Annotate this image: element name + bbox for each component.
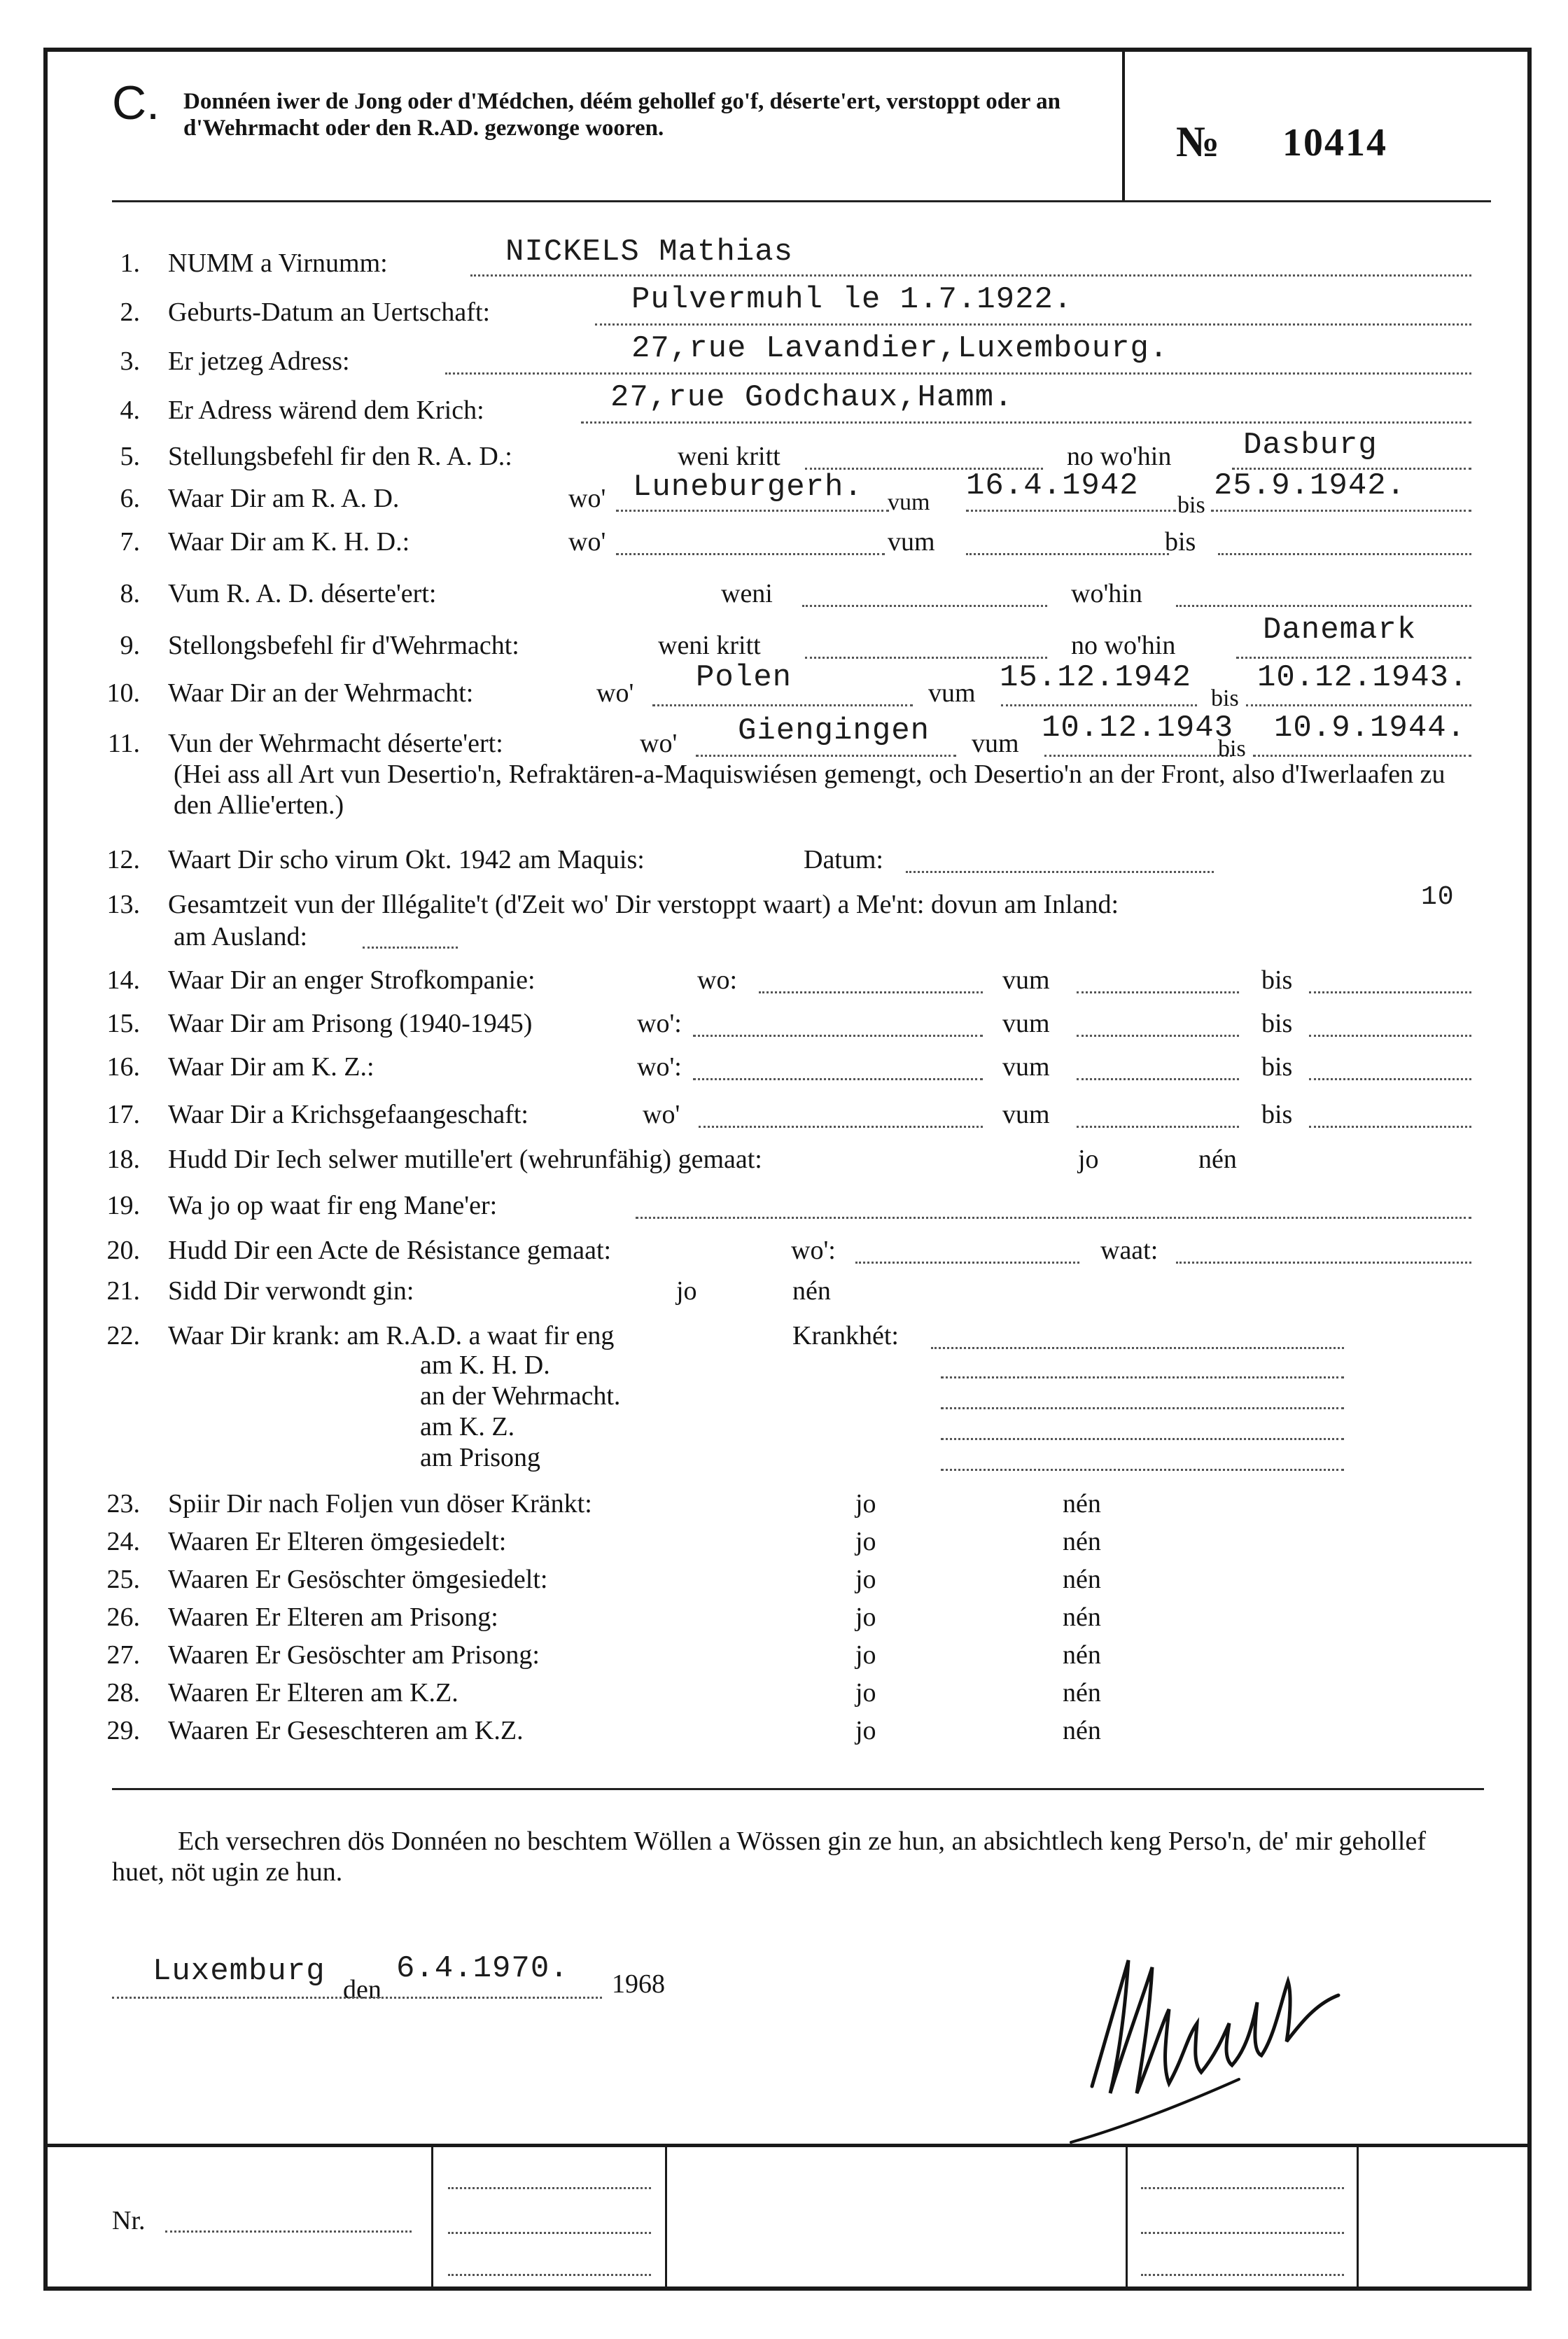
dotted-line [165, 2230, 412, 2233]
dotted-line [445, 372, 1471, 375]
section-letter: C. [112, 76, 160, 130]
value-war-address: 27,rue Godchaux,Hamm. [610, 380, 1014, 415]
row-number: 9. [120, 631, 140, 660]
number-symbol: № [1176, 118, 1220, 166]
footer-column-line [665, 2144, 667, 2291]
label-wo: wo' [568, 484, 606, 513]
dotted-line [1309, 1035, 1471, 1037]
ill-sub-khd: am K. H. D. [420, 1350, 550, 1380]
row-number: 4. [120, 396, 140, 425]
dotted-line [941, 1469, 1344, 1471]
value-rad-from: 16.4.1942 [966, 468, 1139, 503]
dotted-line [652, 704, 913, 706]
dotted-line [636, 1217, 1471, 1219]
dotted-line [1077, 1126, 1239, 1128]
value-desertion-to: 10.9.1944. [1274, 711, 1466, 746]
option-jo: jo [676, 1276, 697, 1306]
label-bis: bis [1261, 965, 1293, 995]
dotted-line [696, 755, 956, 757]
field-label-wehrmacht: Waar Dir an der Wehrmacht: [168, 678, 474, 708]
label-wo: wo': [637, 1052, 682, 1082]
dotted-line [941, 1407, 1344, 1409]
row-number: 28. [106, 1678, 140, 1708]
row-number: 22. [106, 1321, 140, 1350]
dotted-line [112, 1997, 602, 1999]
label-bis: bis [1261, 1100, 1293, 1129]
row-number: 1. [120, 249, 140, 278]
label-wo: wo' [640, 729, 678, 758]
dotted-line [1253, 755, 1471, 757]
label-wo: wo' [568, 527, 606, 557]
header-rule [112, 200, 1491, 202]
dotted-line [1211, 510, 1471, 512]
label-wo: wo' [596, 678, 634, 708]
label-weni: weni kritt [658, 631, 761, 660]
dotted-line [1309, 1078, 1471, 1080]
dotted-line [1077, 1035, 1239, 1037]
option-jo: jo [1078, 1145, 1099, 1174]
field-label-wounded: Sidd Dir verwondt gin: [168, 1276, 414, 1306]
field-label-prison: Waar Dir am Prisong (1940-1945) [168, 1009, 533, 1038]
field-label-illegality: Gesamtzeit vun der Illégalite't (d'Zeit wo' Dir verstoppt waart) a Me'nt: dovun am Inland: [168, 890, 1119, 919]
form-number: 10414 [1282, 121, 1387, 165]
row-number: 14. [106, 965, 140, 995]
dotted-line [1246, 704, 1471, 706]
dotted-line [1077, 991, 1239, 993]
row-number: 3. [120, 347, 140, 376]
printed-year: 1968 [612, 1969, 665, 1999]
dotted-line [1141, 2232, 1344, 2234]
field-label-rad: Waar Dir am R. A. D. [168, 484, 400, 513]
row-number: 15. [106, 1009, 140, 1038]
dotted-line [616, 510, 889, 512]
dotted-line [699, 1126, 983, 1128]
dotted-line [1309, 1126, 1471, 1128]
label-datum: Datum: [804, 845, 883, 874]
row-number: 11. [107, 729, 140, 758]
dotted-line [966, 553, 1169, 555]
field-label-birth: Geburts-Datum an Uertschaft: [168, 298, 491, 327]
option-jo: jo [855, 1565, 876, 1594]
label-vum: vum [928, 678, 976, 708]
label-wo: wo': [637, 1009, 682, 1038]
row-number: 19. [106, 1191, 140, 1220]
signature [1064, 1918, 1358, 2153]
declaration-rule [112, 1788, 1484, 1790]
header-divider [1122, 48, 1125, 200]
field-label-pow: Waar Dir a Krichsgefaangeschaft: [168, 1100, 528, 1129]
dotted-line [1309, 991, 1471, 993]
field-label-rad-desert: Vum R. A. D. déserte'ert: [168, 579, 437, 608]
value-wehrmacht-destination: Danemark [1263, 613, 1417, 648]
label-vum: vum [888, 489, 930, 515]
label-vum: vum [1002, 1052, 1050, 1082]
field-label-rad-order: Stellungsbefehl fir den R. A. D.: [168, 442, 512, 471]
footer-column-line [1357, 2144, 1359, 2291]
row-number: 29. [106, 1716, 140, 1745]
option-nen: nén [1198, 1145, 1237, 1174]
label-ausland: am Ausland: [174, 922, 308, 951]
dotted-line [1001, 704, 1197, 706]
row-number: 8. [120, 579, 140, 608]
value-rad-to: 25.9.1942. [1214, 468, 1406, 503]
option-nen: nén [1063, 1489, 1101, 1518]
row-number: 27. [106, 1640, 140, 1670]
dotted-line [805, 657, 1047, 659]
field-label-parents-resettled: Waaren Er Elteren ömgesiedelt: [168, 1527, 507, 1556]
label-vum: vum [1002, 1009, 1050, 1038]
footer-column-line [1126, 2144, 1128, 2291]
row-number: 18. [106, 1145, 140, 1174]
field-label-desertion: Vun der Wehrmacht déserte'ert: [168, 729, 503, 758]
row-number: 13. [106, 890, 140, 919]
value-inland-months: 10 [1421, 882, 1455, 912]
label-bis: bis [1177, 492, 1205, 518]
dotted-line [1141, 2274, 1344, 2276]
field-label-resistance: Hudd Dir een Acte de Résistance gemaat: [168, 1236, 612, 1265]
field-label-address: Er jetzeg Adress: [168, 347, 350, 376]
field-label-khd: Waar Dir am K. H. D.: [168, 527, 410, 557]
option-jo: jo [855, 1603, 876, 1632]
dotted-line [802, 605, 1047, 607]
value-wehrmacht-from: 15.12.1942 [1000, 660, 1192, 695]
label-vum: vum [888, 527, 935, 557]
label-bis: bis [1218, 736, 1246, 762]
option-jo: jo [855, 1640, 876, 1670]
label-weni: weni [721, 579, 773, 608]
row-number: 12. [106, 845, 140, 874]
option-nen: nén [1063, 1678, 1101, 1708]
dotted-line [448, 2274, 651, 2276]
value-date: 6.4.1970. [396, 1951, 569, 1986]
dotted-line [470, 274, 1471, 277]
row-number: 6. [120, 484, 140, 513]
dotted-line [693, 1035, 983, 1037]
dotted-line [941, 1438, 1344, 1440]
row-number: 17. [106, 1100, 140, 1129]
value-birth: Pulvermuhl le 1.7.1922. [631, 282, 1073, 317]
dotted-line [1176, 1262, 1471, 1264]
value-rad-destination: Dasburg [1243, 428, 1378, 463]
field-label-name: NUMM a Virnumm: [168, 249, 388, 278]
option-nen: nén [1063, 1527, 1101, 1556]
option-nen: nén [792, 1276, 831, 1306]
row-number: 21. [106, 1276, 140, 1306]
dotted-line [966, 510, 1176, 512]
dotted-line [1218, 553, 1471, 555]
value-address: 27,rue Lavandier,Luxembourg. [631, 331, 1169, 366]
label-bis: bis [1211, 685, 1239, 711]
dotted-line [581, 421, 1471, 424]
row-number: 7. [120, 527, 140, 557]
field-label-siblings-kz: Waaren Er Geseschteren am K.Z. [168, 1716, 524, 1745]
row-number: 25. [106, 1565, 140, 1594]
field-label-manner: Wa jo op waat fir eng Mane'er: [168, 1191, 498, 1220]
dotted-line [448, 2187, 651, 2189]
footer-nr-label: Nr. [112, 2206, 146, 2235]
dotted-line [931, 1347, 1344, 1349]
dotted-line [448, 2232, 651, 2234]
label-wohin: wo'hin [1071, 579, 1142, 608]
dotted-line [363, 947, 458, 949]
label-bis: bis [1261, 1052, 1293, 1082]
value-rad-place: Luneburgerh. [633, 470, 863, 505]
row-number: 2. [120, 298, 140, 327]
field-label-siblings-resettled: Waaren Er Gesöschter ömgesiedelt: [168, 1565, 548, 1594]
field-label-wehrmacht-order: Stellongsbefehl fir d'Wehrmacht: [168, 631, 519, 660]
field-label-maquis: Waart Dir scho virum Okt. 1942 am Maquis: [168, 845, 645, 874]
dotted-line [1141, 2187, 1344, 2189]
value-wehrmacht-to: 10.12.1943. [1257, 660, 1469, 695]
dotted-line [855, 1262, 1079, 1264]
label-krankhet: Krankhét: [792, 1321, 899, 1350]
row-number: 24. [106, 1527, 140, 1556]
footer-column-line [431, 2144, 433, 2291]
option-nen: nén [1063, 1603, 1101, 1632]
label-wohin: no wo'hin [1067, 442, 1172, 471]
label-bis: bis [1261, 1009, 1293, 1038]
field-label-parents-prison: Waaren Er Elteren am Prisong: [168, 1603, 498, 1632]
option-jo: jo [855, 1489, 876, 1518]
row-number: 26. [106, 1603, 140, 1632]
dotted-line [1044, 755, 1232, 757]
field-label-war-address: Er Adress wärend dem Krich: [168, 396, 484, 425]
form-title: Donnéen iwer de Jong oder d'Médchen, déém gehollef go'f, déserte'ert, verstoppt oder an d'Wehrmacht oder den R.AD. gezwonge wooren. [183, 89, 1060, 141]
dotted-line [693, 1078, 983, 1080]
row-number: 20. [106, 1236, 140, 1265]
dotted-line [595, 323, 1471, 326]
desertion-note: (Hei ass all Art vun Desertio'n, Refraktären-a-Maquiswiésen gemengt, och Desertio'n an der Front, also d'Iwerlaafen zu den Allie'erten.) [174, 760, 1446, 820]
label-weni: weni kritt [678, 442, 780, 471]
value-place: Luxemburg [153, 1954, 326, 1989]
ill-sub-kz: am K. Z. [420, 1412, 515, 1441]
label-wo: wo' [643, 1100, 680, 1129]
option-nen: nén [1063, 1716, 1101, 1745]
option-jo: jo [855, 1678, 876, 1708]
dotted-line [1236, 657, 1471, 659]
value-name: NICKELS Mathias [505, 235, 794, 270]
dotted-line [1176, 605, 1471, 607]
ill-sub-wehrmacht: an der Wehrmacht. [420, 1381, 621, 1411]
ill-sub-prison: am Prisong [420, 1443, 541, 1472]
field-label-siblings-prison: Waaren Er Gesöschter am Prisong: [168, 1640, 540, 1670]
field-label-mutilated: Hudd Dir Iech selwer mutille'ert (wehrunfähig) gemaat: [168, 1145, 762, 1174]
option-jo: jo [855, 1716, 876, 1745]
label-vum: vum [1002, 965, 1050, 995]
option-nen: nén [1063, 1565, 1101, 1594]
label-waat: waat: [1100, 1236, 1158, 1265]
value-desertion-from: 10.12.1943 [1042, 711, 1234, 746]
option-nen: nén [1063, 1640, 1101, 1670]
label-wo: wo': [791, 1236, 836, 1265]
declaration-text: Ech versechren dös Donnéen no beschtem Wöllen a Wössen gin ze hun, an absichtlech keng Perso'n, de' mir gehollef huet, nöt ugin ze hun. [112, 1827, 1426, 1887]
row-number: 23. [106, 1489, 140, 1518]
row-number: 10. [106, 678, 140, 708]
field-label-parents-kz: Waaren Er Elteren am K.Z. [168, 1678, 458, 1708]
dotted-line [906, 871, 1214, 873]
option-jo: jo [855, 1527, 876, 1556]
dotted-line [1077, 1078, 1239, 1080]
dotted-line [759, 991, 983, 993]
label-bis: bis [1165, 527, 1196, 557]
field-label-ill: Waar Dir krank: am R.A.D. a waat fir eng [168, 1321, 615, 1350]
dotted-line [616, 553, 885, 555]
value-desertion-place: Giengingen [738, 713, 930, 748]
footer-rule [43, 2144, 1532, 2147]
value-wehrmacht-place: Polen [696, 660, 792, 695]
row-number: 16. [106, 1052, 140, 1082]
label-den: den [343, 1975, 382, 2004]
dotted-line [941, 1376, 1344, 1378]
signature-drawing [1064, 1918, 1358, 2149]
label-vum: vum [1002, 1100, 1050, 1129]
field-label-kz: Waar Dir am K. Z.: [168, 1052, 374, 1082]
field-label-strofkompanie: Waar Dir an enger Strofkompanie: [168, 965, 536, 995]
field-label-consequences: Spiir Dir nach Foljen vun döser Kränkt: [168, 1489, 592, 1518]
label-wo: wo: [697, 965, 737, 995]
row-number: 5. [120, 442, 140, 471]
label-vum: vum [972, 729, 1019, 758]
label-wohin: no wo'hin [1071, 631, 1176, 660]
